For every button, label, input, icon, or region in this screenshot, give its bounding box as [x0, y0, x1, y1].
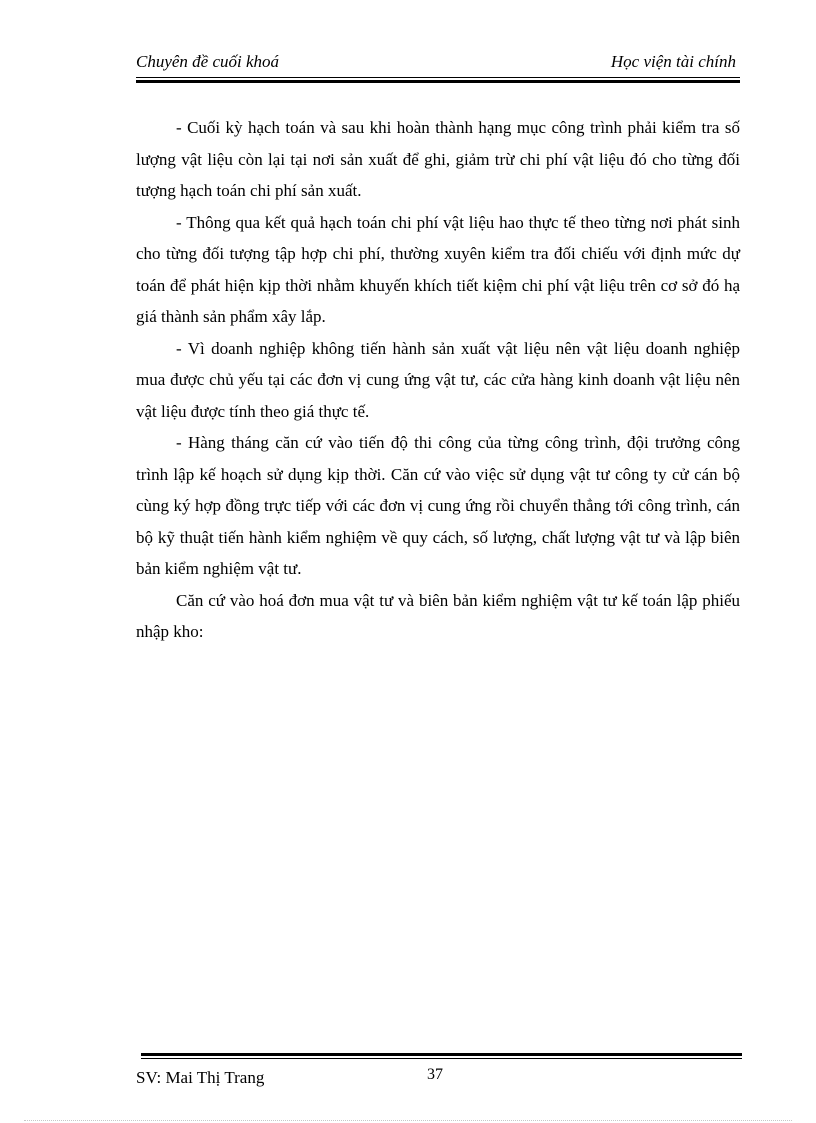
page-bottom-border: [24, 1120, 792, 1121]
paragraph: - Hàng tháng căn cứ vào tiến độ thi công của từng công trình, đội trưởng công trình lập kế hoạch sử dụng kịp thời. Căn cứ vào việc sử dụng vật tư công ty cử cán bộ cùng ký hợp đồng trực tiếp với các đơn vị cung ứng rồi chuyển thẳng tới công trình, cán bộ kỹ thuật tiến hành kiểm nghiệm về quy cách, số lượng, chất lượng vật tư và lập biên bản kiểm nghiệm vật tư.: [136, 433, 740, 578]
header-institution: Học viện tài chính: [610, 52, 736, 71]
paragraph: - Thông qua kết quả hạch toán chi phí vật liệu hao thực tế theo từng nơi phát sinh cho từng đối tượng tập hợp chi phí, thường xuyên kiểm tra đối chiếu với định mức dự toán để phát hiện kịp thời nhằm khuyến khích tiết kiệm chi phí vật liệu trên cơ sở đó hạ giá thành sản phẩm xây lắp.: [136, 212, 740, 326]
page-number: 37: [427, 1066, 443, 1083]
footer-student-name: SV: Mai Thị Trang: [136, 1068, 265, 1087]
footer-rule-thick: [141, 1053, 742, 1056]
page-header: [136, 52, 736, 76]
footer-rule-thin: [141, 1058, 742, 1059]
header-document-title: Chuyên đề cuối khoá: [136, 52, 280, 71]
header-rule-thick: [136, 80, 740, 83]
paragraph: - Vì doanh nghiệp không tiến hành sản xuất vật liệu nên vật liệu doanh nghiệp mua được chủ yếu tại các đơn vị cung ứng vật tư, các cửa hàng kinh doanh vật liệu nên vật liệu được tính theo giá thực tế.: [136, 338, 740, 421]
paragraph: Căn cứ vào hoá đơn mua vật tư và biên bản kiểm nghiệm vật tư kế toán lập phiếu nhập kho:: [136, 590, 740, 641]
paragraph: - Cuối kỳ hạch toán và sau khi hoàn thành hạng mục công trình phải kiểm tra số lượng vật liệu còn lại tại nơi sản xuất để ghi, giảm trừ chi phí vật liệu đó cho từng đối tượng hạch toán chi phí sản xuất.: [136, 118, 740, 200]
body-text: [136, 112, 740, 648]
header-rule-thin: [136, 77, 740, 78]
